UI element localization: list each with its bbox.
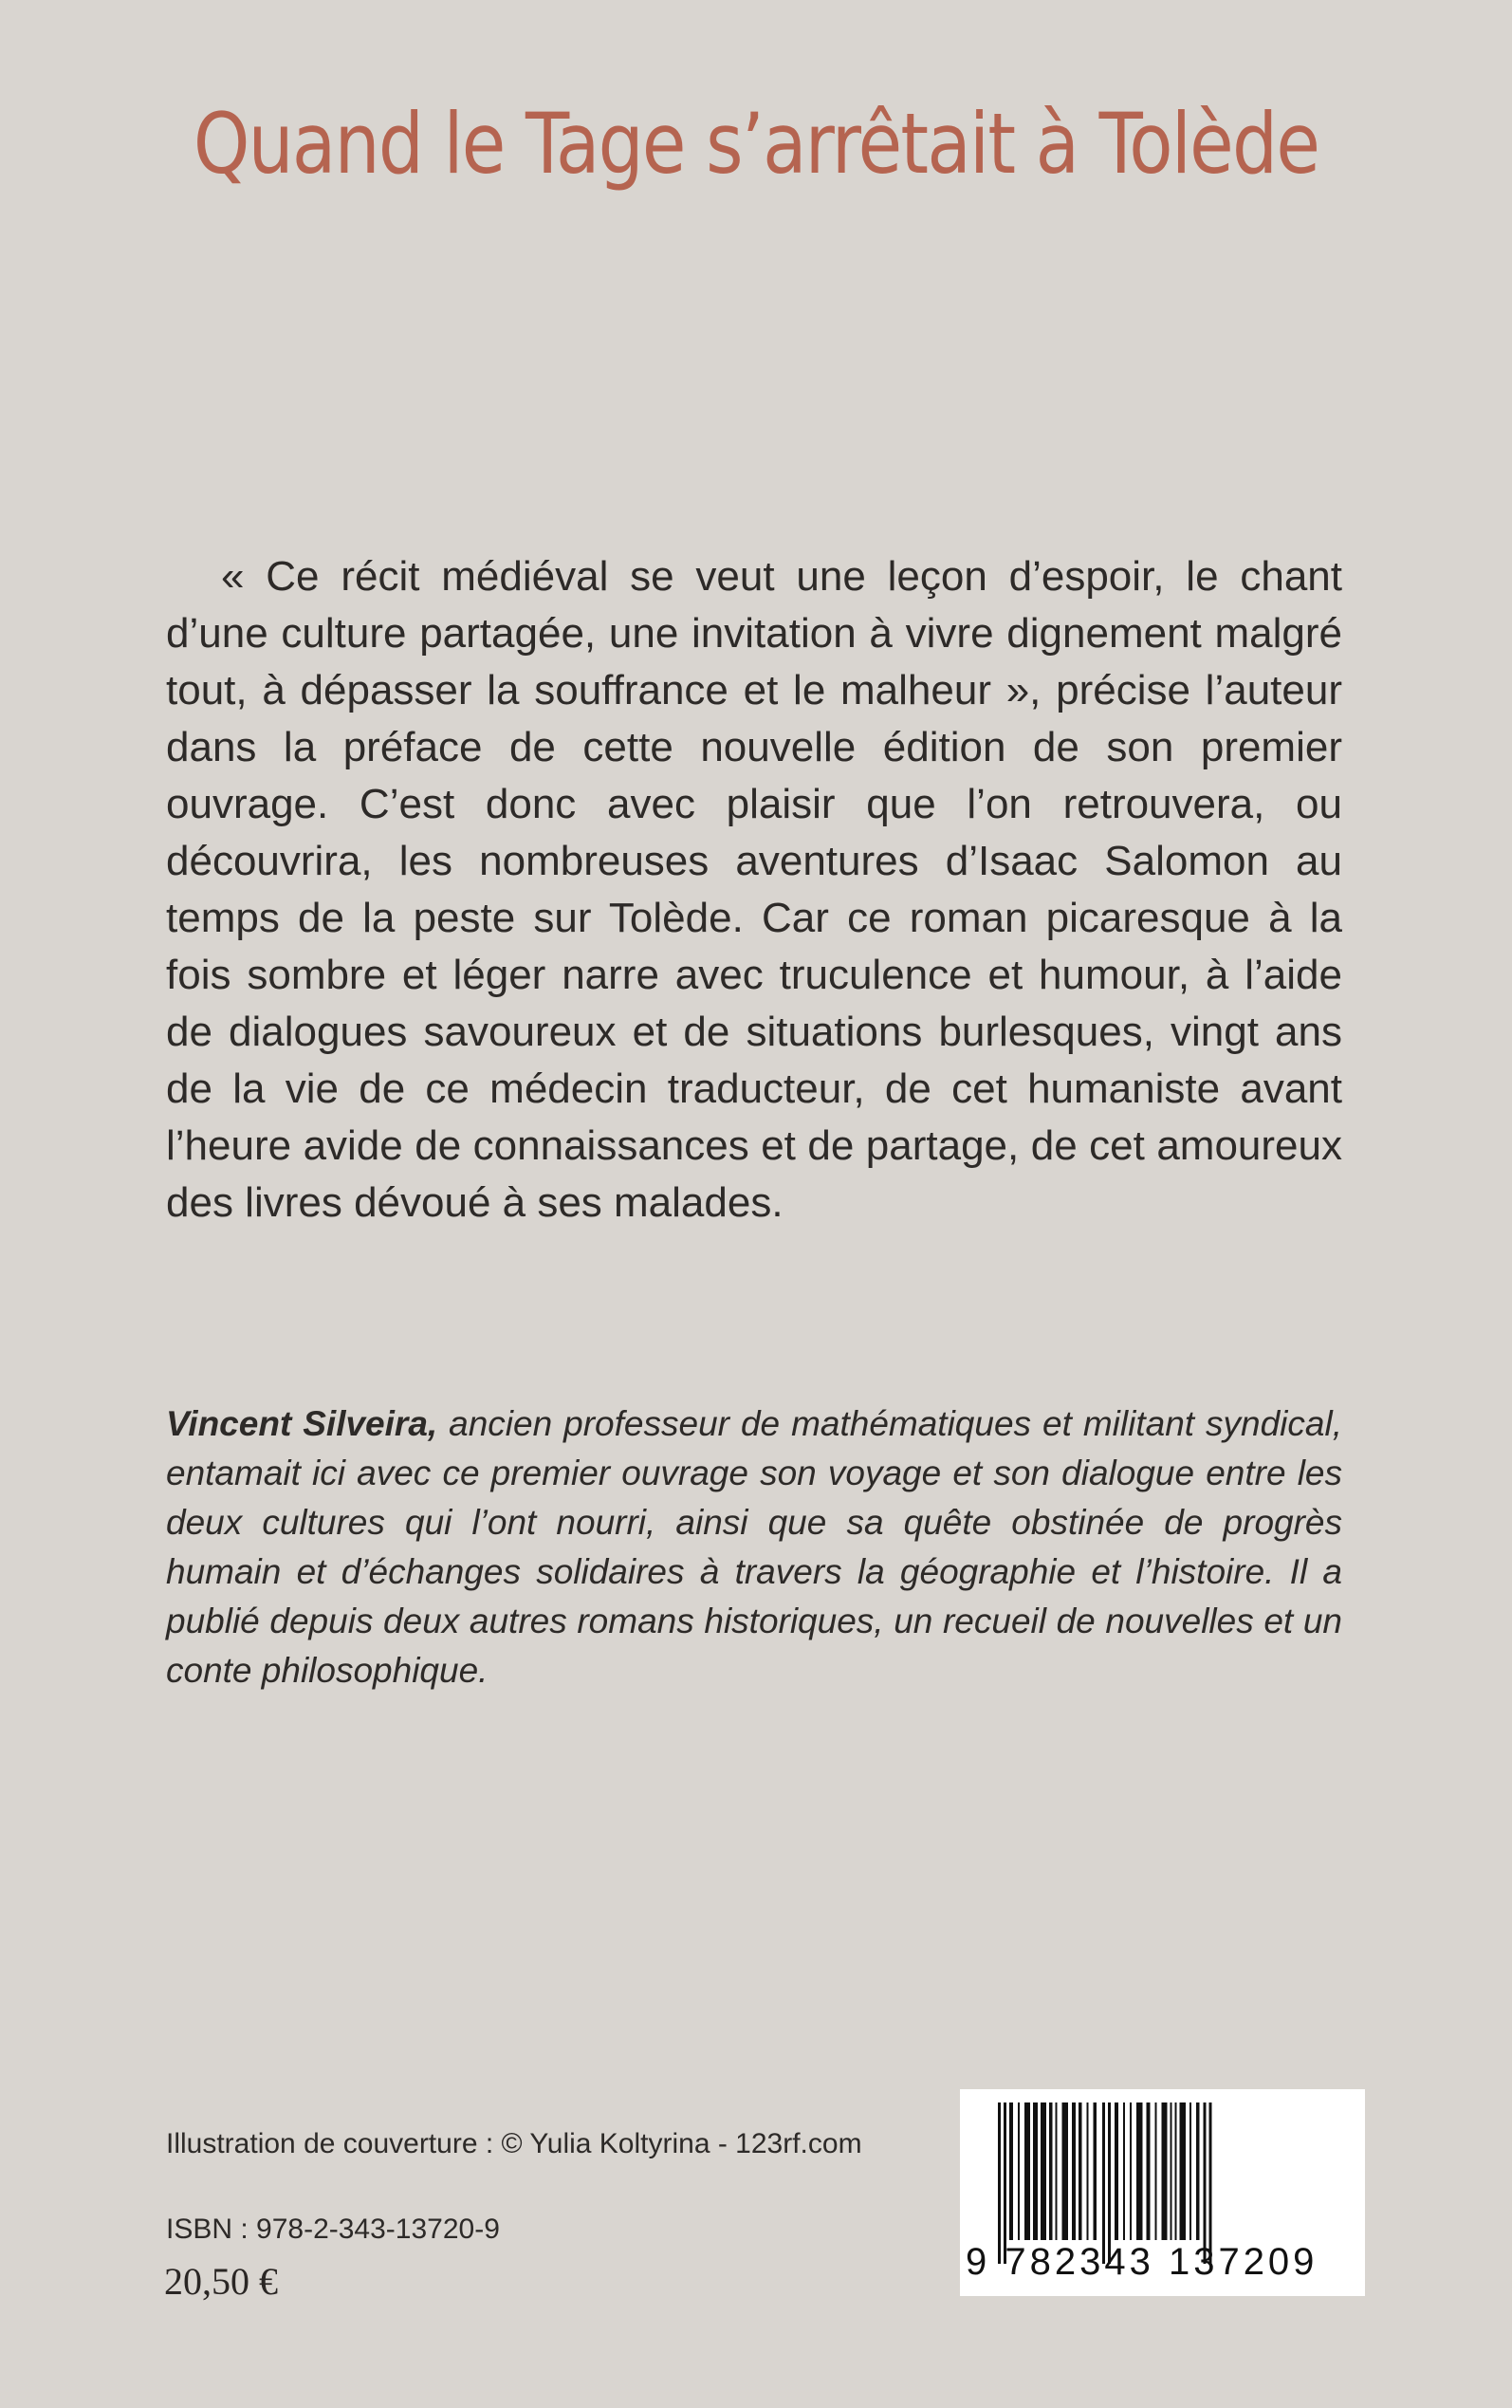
barcode-bar <box>1087 2102 1089 2240</box>
barcode-bar <box>1209 2102 1212 2264</box>
barcode-bar <box>1204 2102 1207 2264</box>
barcode-bar <box>1162 2102 1168 2240</box>
author-name: Vincent Silveira, <box>166 1404 438 1443</box>
barcode-bar <box>1147 2102 1151 2240</box>
author-bio-paragraph <box>166 1399 1342 1695</box>
barcode-bar <box>1056 2102 1058 2240</box>
barcode-bar <box>1189 2102 1191 2240</box>
synopsis-paragraph: « Ce récit médiéval se veut une leçon d’espoir, le chant d’une culture partagée, une invitation à vivre dignement malgré tout, à dépasser la souffrance et le malheur », précise l’auteur dans la préface de cette nouvelle édition de son premier ouvrage. C’est donc avec plaisir que l’on retrouvera, ou découvrira, les nombreuses aventures d’Isaac Salomon au temps de la peste sur Tolède. Car ce roman picaresque à la fois sombre et léger narre avec truculence et humour, à l’aide de dialogues savoureux et de situations burlesques, vingt ans de la vie de ce médecin traducteur, de cet humaniste avant l’heure avide de connaissances et de partage, de cet amoureux des livres dévoué à ses malades. <box>166 553 1342 1226</box>
barcode-bar <box>1102 2102 1105 2264</box>
barcode-bar <box>1175 2102 1177 2240</box>
barcode-bar <box>1004 2102 1006 2264</box>
barcode-bar <box>1072 2102 1076 2240</box>
barcode-bar <box>998 2102 1001 2264</box>
barcode-bar <box>1033 2102 1038 2240</box>
barcode-bar <box>1041 2102 1046 2240</box>
barcode-bar <box>1018 2102 1020 2240</box>
barcode-bar <box>1079 2102 1082 2240</box>
barcode-bar <box>1024 2102 1030 2240</box>
barcode <box>960 2089 1365 2296</box>
barcode-bar <box>1115 2102 1118 2240</box>
barcode-bar <box>1196 2102 1200 2240</box>
barcode-bar <box>1049 2102 1053 2240</box>
price-label: 20,50 € <box>164 2260 278 2303</box>
barcode-bar <box>1094 2102 1097 2240</box>
isbn-label: ISBN : 978-2-343-13720-9 <box>166 2214 500 2245</box>
barcode-bar <box>1009 2102 1013 2240</box>
book-title: Quand le Tage s’arrêtait à Tolède <box>193 95 1319 193</box>
synopsis-text <box>166 548 1342 1232</box>
barcode-bar <box>1108 2102 1111 2264</box>
author-bio-text: ancien professeur de mathématiques et militant syndical, entamait ici avec ce premier ouvrage son voyage et son dialogue entre les deux cultures qui l’ont nourri, ainsi que sa quête obstinée de progrès humain et d’échanges solidaires à travers la géographie et l’histoire. Il a publié depuis deux autres romans historiques, un recueil de nouvelles et un conte philosophique. <box>166 1404 1342 1690</box>
barcode-bar <box>1123 2102 1125 2240</box>
barcode-bar <box>1062 2102 1069 2240</box>
barcode-bar <box>1136 2102 1143 2240</box>
barcode-bar <box>1155 2102 1157 2240</box>
barcode-bar <box>1171 2102 1172 2240</box>
illustration-credit: Illustration de couverture : © Yulia Koltyrina - 123rf.com <box>166 2128 862 2159</box>
author-bio <box>166 1399 1342 1695</box>
barcode-bar <box>1130 2102 1132 2240</box>
barcode-bar <box>1180 2102 1187 2240</box>
barcode-digits: 9 782343 137209 <box>966 2241 1318 2283</box>
